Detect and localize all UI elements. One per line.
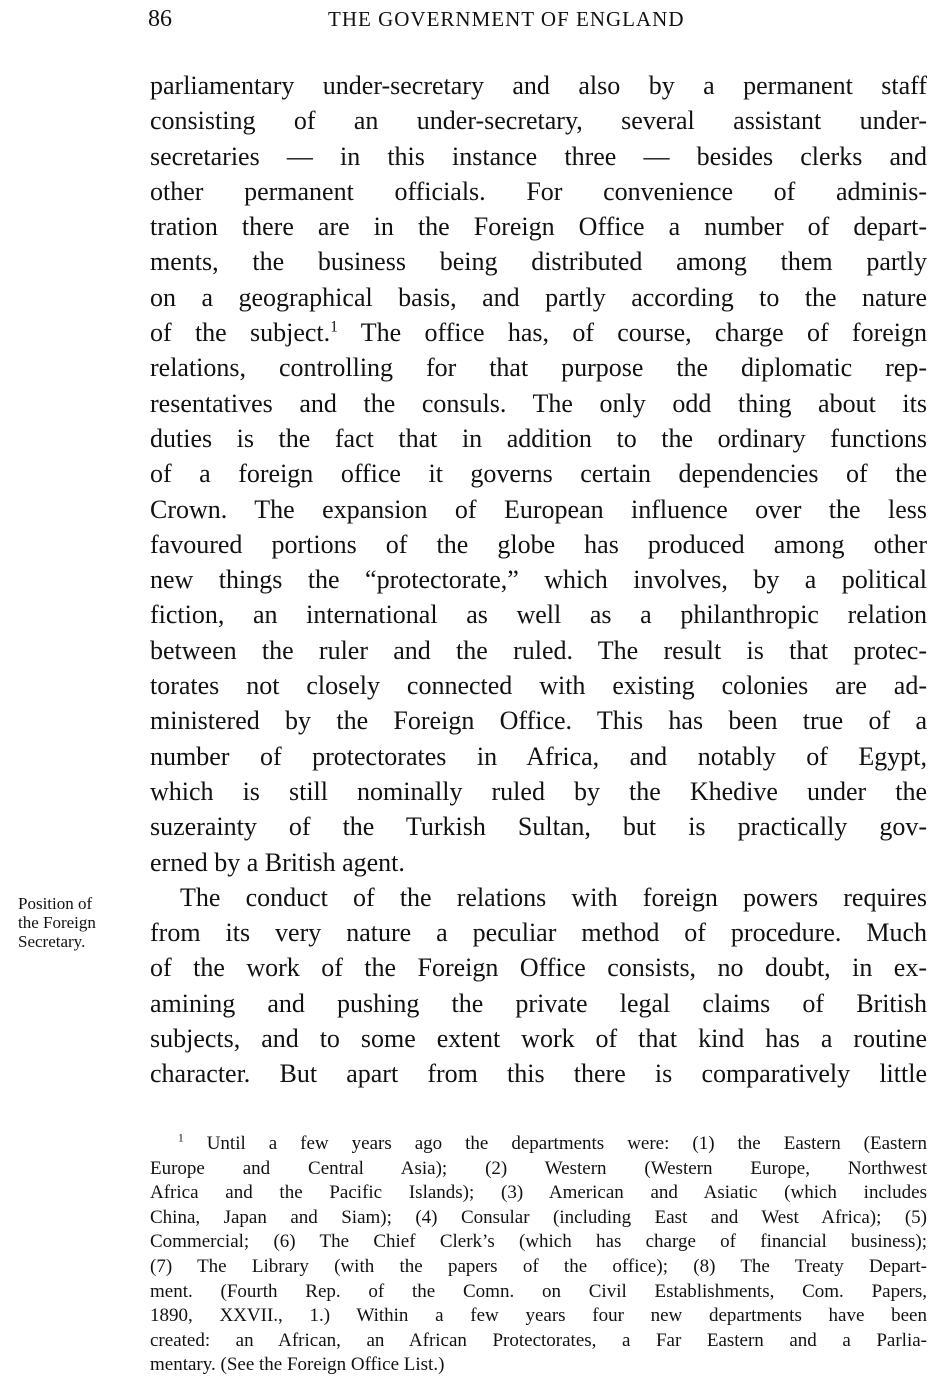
body-line: erned by a British agent. [150,847,405,877]
body-line: character. But apart from this there is comparatively little [150,1059,927,1089]
footnote-line: Africa and the Pacific Islands); (3) American and Asiatic (which includes [150,1182,927,1204]
running-title: THE GOVERNMENT OF ENGLAND [328,7,685,31]
body-line: consisting of an under-secretary, several assistant under- [150,106,927,136]
body-line: duties is the fact that in addition to the ordinary functions [150,423,927,453]
body-line: ministered by the Foreign Office. This has been true of a [150,706,927,736]
body-line: new things the “protectorate,” which involves, by a political [150,565,927,595]
footnote-line: China, Japan and Siam); (4) Consular (including East and West Africa); (5) [150,1206,927,1228]
body-line: number of protectorates in Africa, and notably of Egypt, [150,741,927,771]
footnote-line [150,1132,927,1157]
body-line: tration there are in the Foreign Office a number of depart- [150,212,927,242]
footnote-marker: 1 [178,1132,184,1145]
page-header [148,4,928,34]
footnote-line: Commercial; (6) The Chief Clerk’s (which has charge of financial business); [150,1231,927,1253]
body-line: resentatives and the consuls. The only odd thing about its [150,388,927,418]
body-line: which is still nominally ruled by the Khedive under the [150,776,927,806]
body-line: of a foreign office it governs certain dependencies of the [150,459,927,489]
body-line-with-footnote [150,315,927,350]
body-line: subjects, and to some extent work of that kind has a routine [150,1024,927,1054]
margin-note-line: the Foreign [18,913,96,932]
footnote-line: Europe and Central Asia); (2) Western (Western Europe, Northwest [150,1157,927,1179]
body-text [150,68,927,1092]
margin-note-line: Secretary. [18,932,86,951]
body-line: on a geographical basis, and partly according to the nature [150,282,927,312]
body-line: from its very nature a peculiar method of procedure. Much [150,918,927,948]
body-line: other permanent officials. For convenience of adminis- [150,176,927,206]
footnote-reference: 1 [330,318,338,336]
margin-note [18,894,143,951]
body-line-end: The office has, of course, charge of foreign [337,318,927,348]
body-line: between the ruler and the ruled. The result is that protec- [150,635,927,665]
footnote-line: ment. (Fourth Rep. of the Comn. on Civil Establishments, Com. Papers, [150,1280,927,1302]
body-line: ments, the business being distributed among them partly [150,247,927,277]
footnote-text: Until a few years ago the departments were: (1) the Eastern (Eastern [183,1133,927,1154]
body-line: The conduct of the relations with foreign powers requires [180,882,927,912]
footnote-line: mentary. (See the Foreign Office List.) [150,1354,445,1376]
body-line: fiction, an international as well as a philanthropic relation [150,600,927,630]
body-line: Crown. The expansion of European influence over the less [150,494,927,524]
footnote-line: 1890, XXVII., 1.) Within a few years four new departments have been [150,1305,927,1327]
body-line: favoured portions of the globe has produced among other [150,529,927,559]
footnote-line: created: an African, an African Protectorates, a Far Eastern and a Parlia- [150,1329,927,1351]
footnote-line: (7) The Library (with the papers of the office); (8) The Treaty Depart- [150,1255,927,1277]
body-line: amining and pushing the private legal claims of British [150,988,927,1018]
body-line: suzerainty of the Turkish Sultan, but is practically gov- [150,812,927,842]
body-line: of the work of the Foreign Office consists, no doubt, in ex- [150,953,927,983]
margin-note-line: Position of [18,894,93,913]
body-line: relations, controlling for that purpose the diplomatic rep- [150,353,927,383]
body-line: parliamentary under-secretary and also by a permanent staff [150,71,927,100]
body-line: secretaries — in this instance three — besides clerks and [150,141,927,171]
body-line: torates not closely connected with existing colonies are ad- [150,671,927,701]
body-line-start: of the subject. [150,318,331,348]
page-number: 86 [148,6,172,32]
footnotes [150,1132,927,1378]
